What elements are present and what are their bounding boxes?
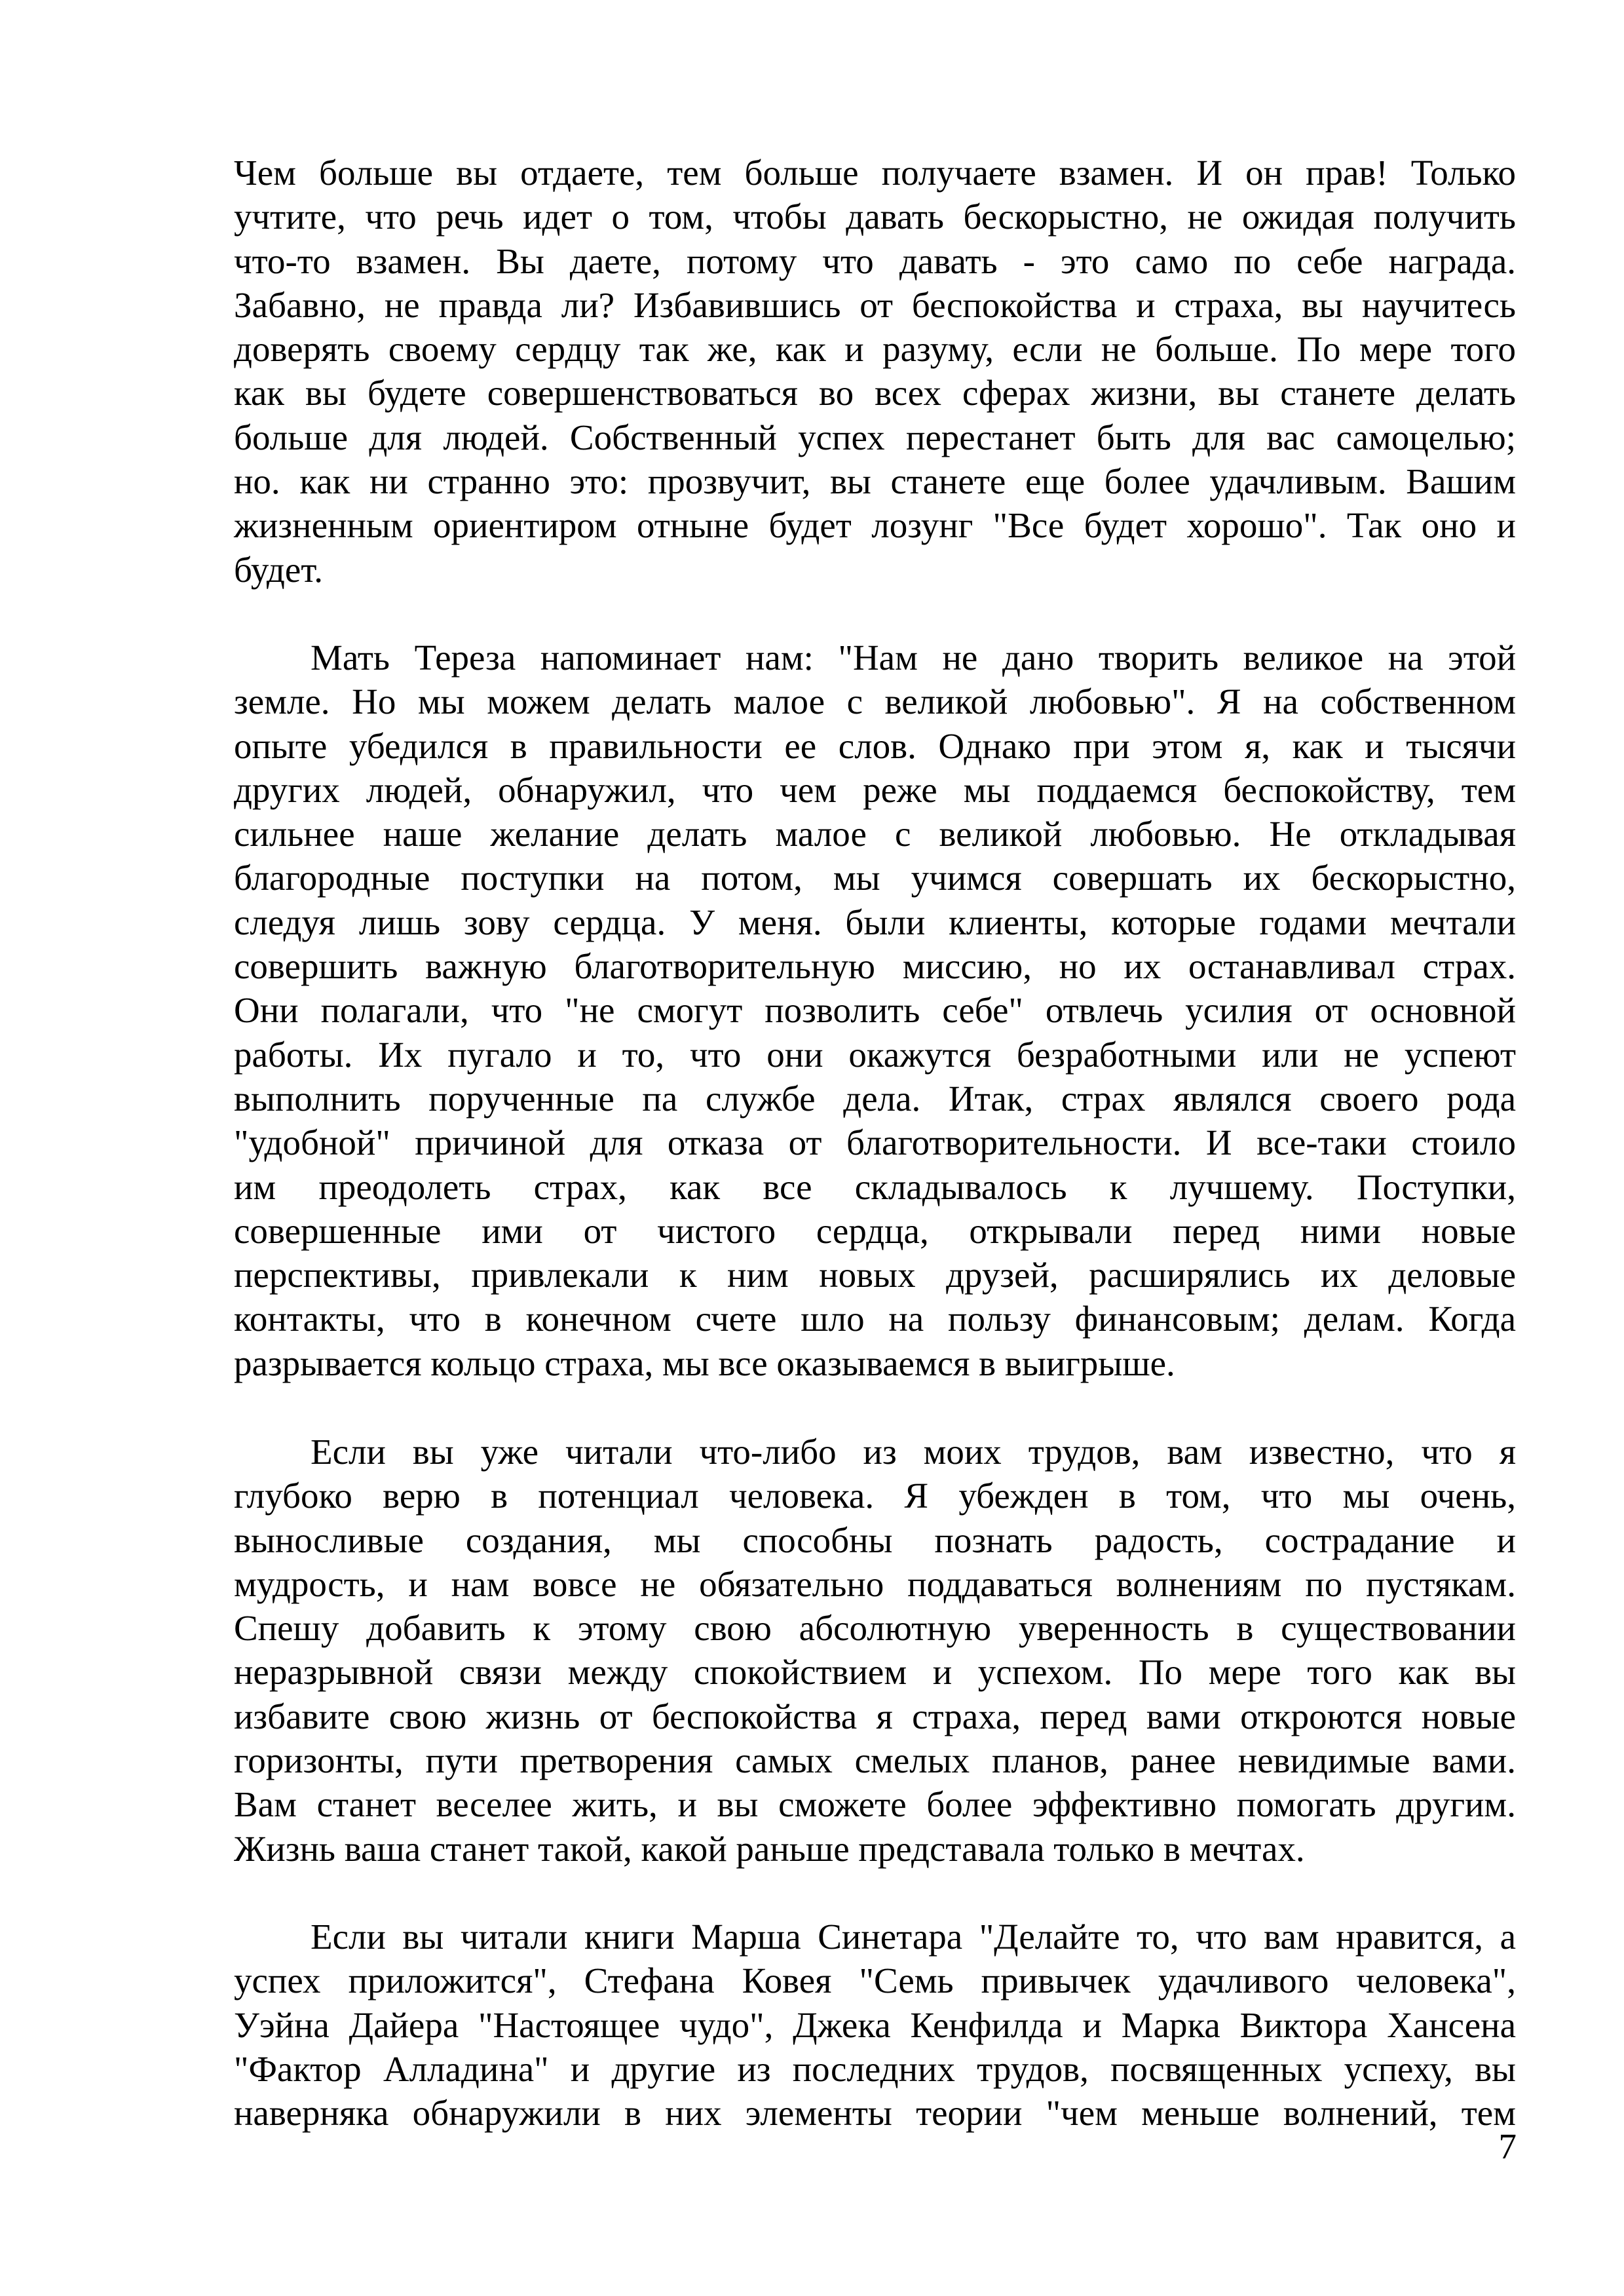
text-line: жизненным ориентиром отныне будет лозунг "Все будет хорошо". Так оно и: [234, 505, 1516, 546]
text-line: доверять своему сердцу так же, как и разуму, если не больше. По мере того: [234, 329, 1516, 370]
text-line: избавите свою жизнь от беспокойства я страха, перед вами откроются новые: [234, 1696, 1516, 1736]
paragraph-4: [234, 1915, 1516, 2135]
text-line: сильнее наше желание делать малое с великой любовью. Не откладывая: [234, 814, 1516, 854]
paragraph-2: [234, 636, 1516, 1385]
text-line: совершить важную благотворительную миссию, но их останавливал страх.: [234, 946, 1516, 987]
text-line: совершенные ими от чистого сердца, открывали перед ними новые: [234, 1210, 1516, 1251]
text-line: Забавно, не правда ли? Избавившись от беспокойства и страха, вы научитесь: [234, 284, 1516, 325]
paragraph-1: [234, 151, 1516, 592]
text-line: контакты, что в конечном счете шло на пользу финансовым; делам. Когда: [234, 1299, 1516, 1339]
text-line: "Фактор Алладина" и другие из последних трудов, посвященных успеху, вы: [234, 2048, 1516, 2089]
text-line: горизонты, пути претворения самых смелых планов, ранее невидимые вами.: [234, 1740, 1516, 1781]
text-line: Они полагали, что "не смогут позволить себе" отвлечь усилия от основной: [234, 990, 1516, 1031]
text-line: неразрывной связи между спокойствием и успехом. По мере того как вы: [234, 1652, 1516, 1693]
text-line: будет.: [234, 549, 323, 590]
text-line: как вы будете совершенствоваться во всех сферах жизни, вы станете делать: [234, 373, 1516, 413]
text-line: мудрость, и нам вовсе не обязательно поддаваться волнениям по пустякам.: [234, 1563, 1516, 1604]
text-line: перспективы, привлекали к ним новых друзей, расширялись их деловые: [234, 1255, 1516, 1295]
paragraph-3: [234, 1430, 1516, 1871]
text-line: работы. Их пугало и то, что они окажутся безработными или не успеют: [234, 1034, 1516, 1075]
text-line: наверняка обнаружили в них элементы теории "чем меньше волнений, тем: [234, 2093, 1516, 2133]
text-line: земле. Но мы можем делать малое с великой любовью". Я на собственном: [234, 681, 1516, 722]
text-line: учтите, что речь идет о том, чтобы давать бескорыстно, не ожидая получить: [234, 197, 1516, 237]
text-line: что-то взамен. Вы даете, потому что давать - это само по себе награда.: [234, 240, 1516, 281]
text-line: глубоко верю в потенциал человека. Я убежден в том, что мы очень,: [234, 1476, 1516, 1516]
text-line: следуя лишь зову сердца. У меня. были клиенты, которые годами мечтали: [234, 902, 1516, 942]
text-line: Если вы уже читали что-либо из моих трудов, вам известно, что я: [311, 1432, 1516, 1472]
page-number: 7: [1498, 2126, 1517, 2166]
text-line: выносливые создания, мы способны познать радость, сострадание и: [234, 1520, 1516, 1560]
text-line: выполнить порученные па службе дела. Итак, страх являлся своего рода: [234, 1078, 1516, 1119]
text-line: других людей, обнаружил, что чем реже мы поддаемся беспокойству, тем: [234, 769, 1516, 810]
text-line: Мать Тереза напоминает нам: "Нам не дано творить великое на этой: [311, 638, 1516, 678]
text-line: Уэйна Дайера "Настоящее чудо", Джека Кенфилда и Марка Виктора Хансена: [234, 2004, 1516, 2045]
text-line: опыте убедился в правильности ее слов. Однако при этом я, как и тысячи: [234, 725, 1516, 766]
text-line: разрывается кольцо страха, мы все оказываемся в выигрыше.: [234, 1343, 1175, 1383]
text-line: им преодолеть страх, как все складывалось к лучшему. Поступки,: [234, 1166, 1516, 1207]
text-line: благородные поступки на потом, мы учимся совершать их бескорыстно,: [234, 858, 1516, 898]
text-line: больше для людей. Собственный успех перестанет быть для вас самоцелью;: [234, 417, 1516, 457]
text-line: "удобной" причиной для отказа от благотворительности. И все-таки стоило: [234, 1122, 1516, 1163]
text-line: успех приложится", Стефана Ковея "Семь привычек удачливого человека",: [234, 1961, 1516, 2001]
text-line: Спешу добавить к этому свою абсолютную уверенность в существовании: [234, 1608, 1516, 1649]
text-line: но. как ни странно это: прозвучит, вы станете еще более удачливым. Вашим: [234, 461, 1516, 502]
text-line: Если вы читали книги Марша Синетара "Делайте то, что вам нравится, а: [311, 1917, 1516, 1957]
text-line: Чем больше вы отдаете, тем больше получаете взамен. И он прав! Только: [234, 153, 1516, 193]
text-line: Вам станет веселее жить, и вы сможете более эффективно помогать другим.: [234, 1784, 1516, 1825]
text-line: Жизнь ваша станет такой, какой раньше представала только в мечтах.: [234, 1828, 1305, 1869]
